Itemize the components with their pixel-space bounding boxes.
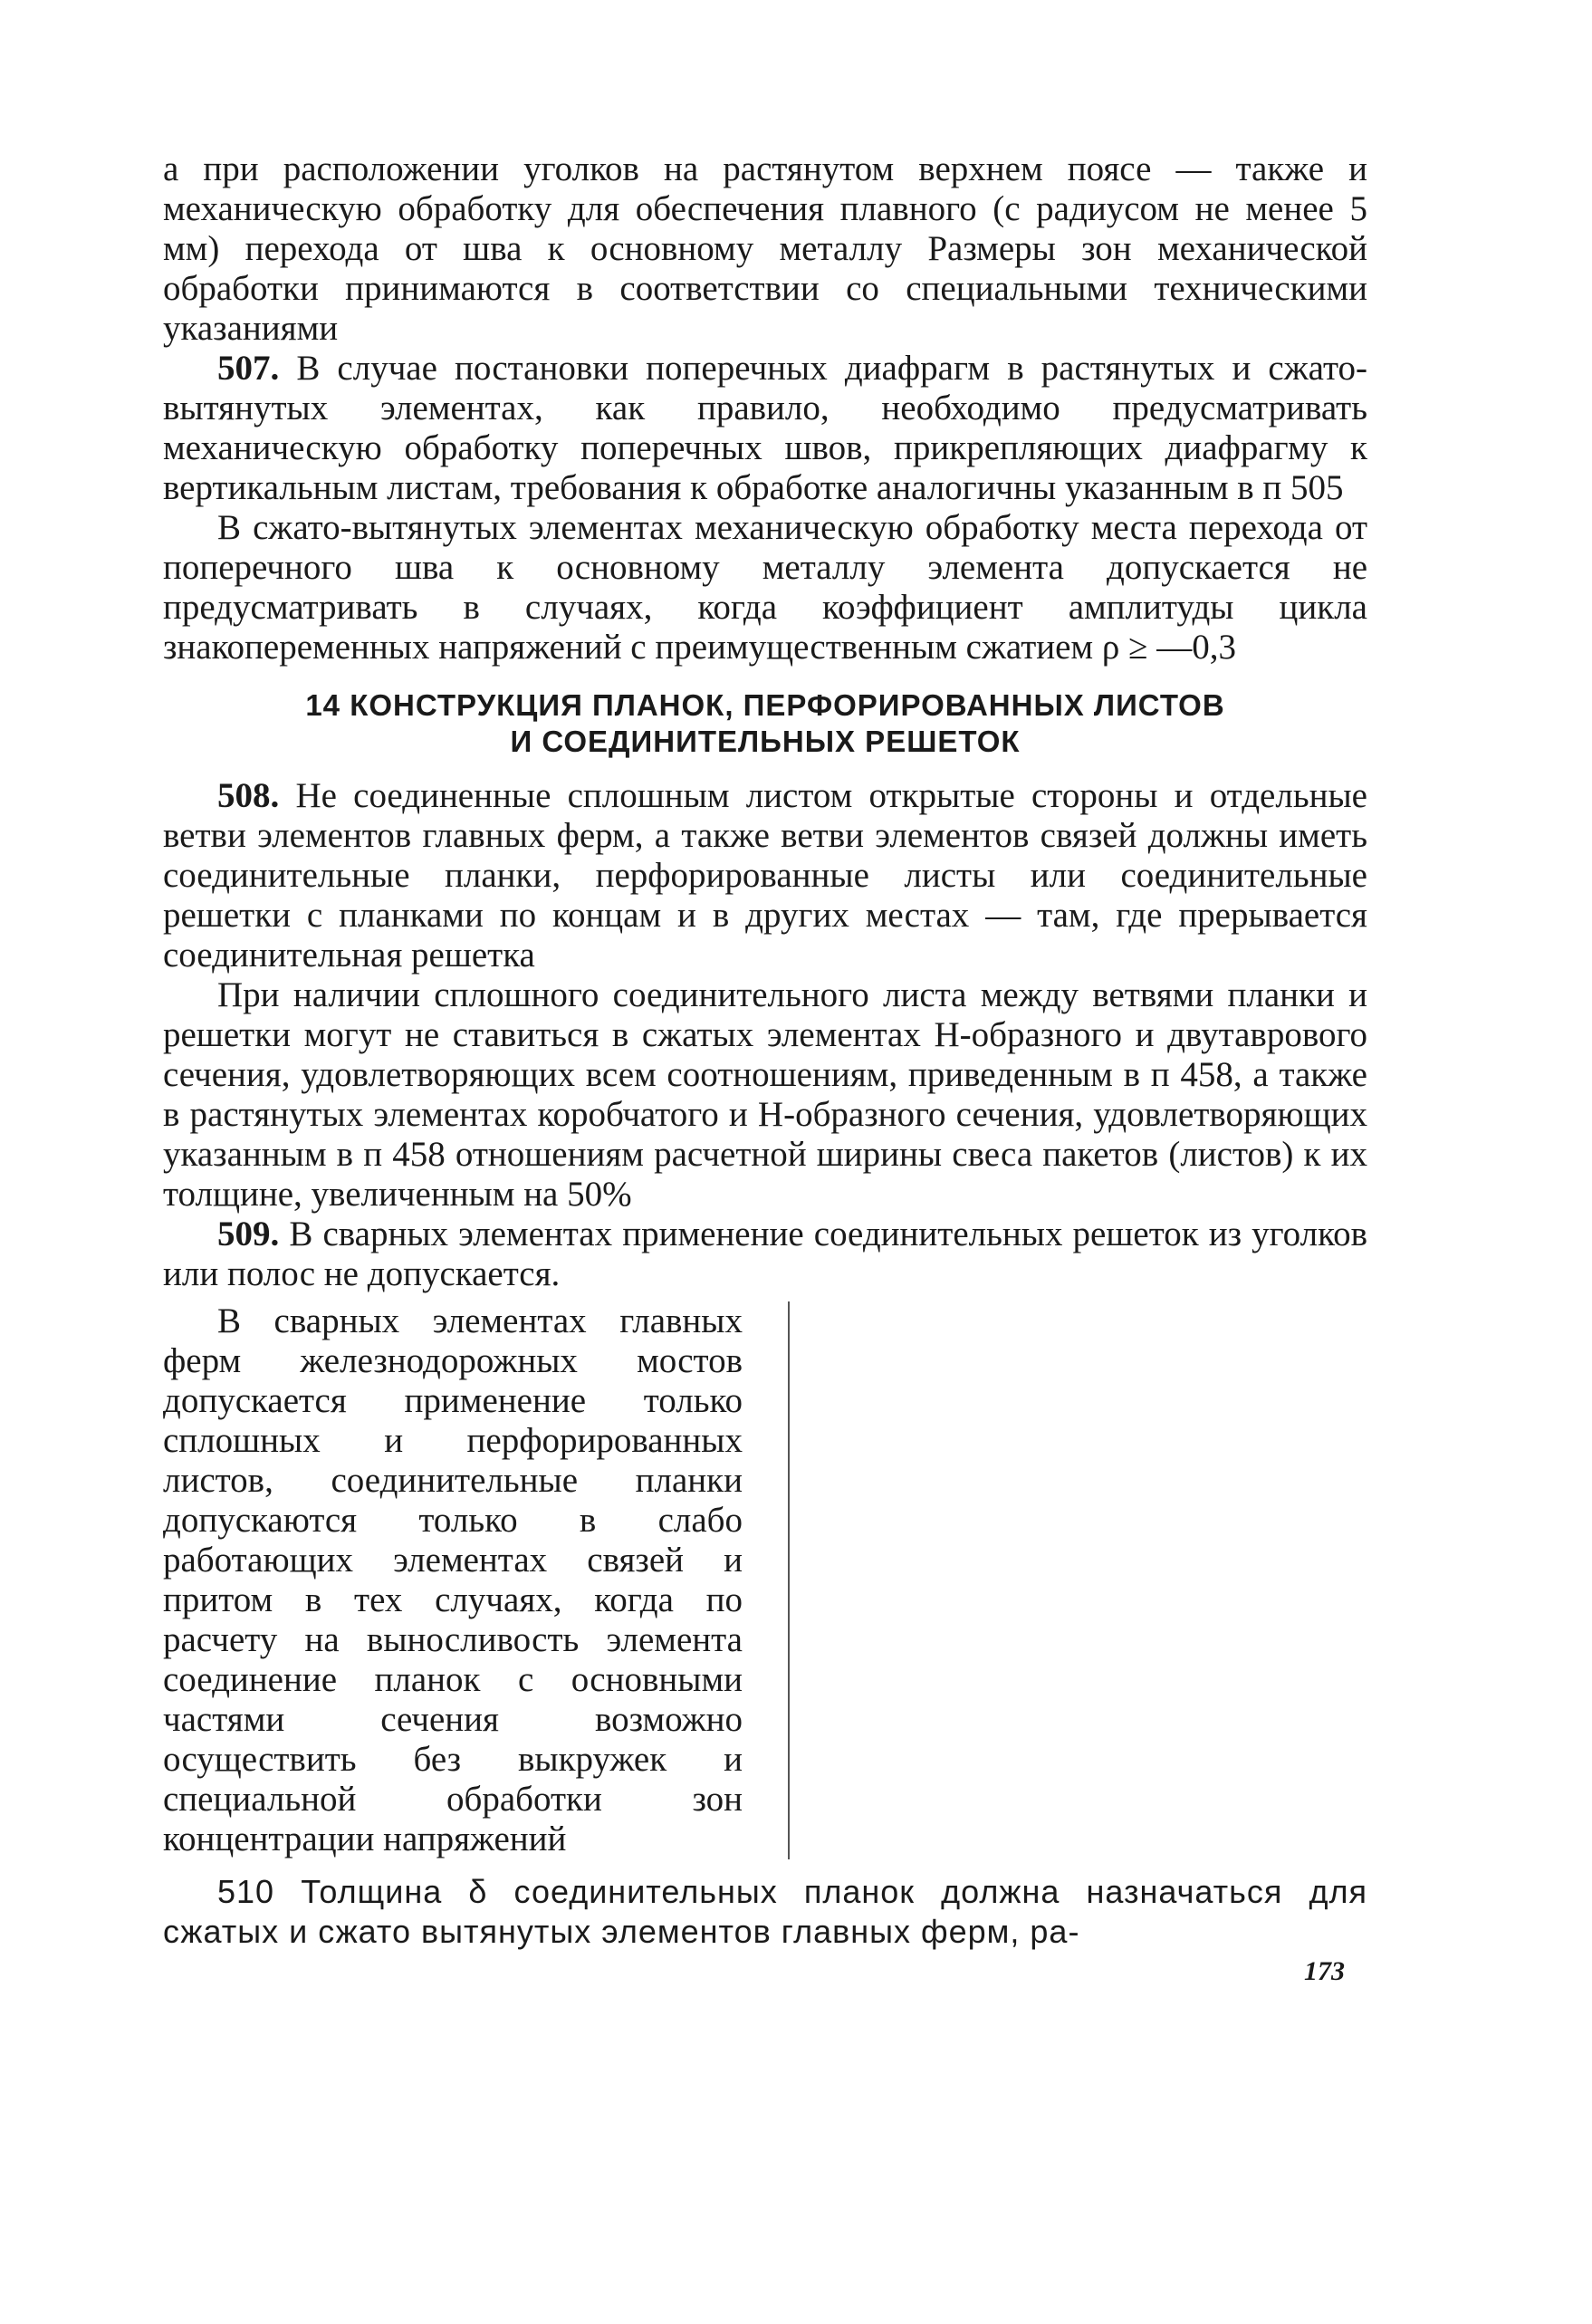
clause-number-508: 508. — [217, 776, 280, 815]
page-content — [163, 149, 1367, 1952]
paragraph-508 — [163, 776, 1367, 975]
paragraph-507-second: В сжато-вытянутых элементах механическую обработку места перехода от поперечного шва к основному металлу элемента допускается не предусматривать в случаях, когда коэффициент амплитуды цикла знакопеременных напряжений с преимущественным сжатием ρ ≥ —0,3 — [163, 508, 1367, 667]
page-number: 173 — [1304, 1956, 1345, 1986]
paragraph-509 — [163, 1215, 1367, 1294]
clause-text-508: Не соединенные сплошным листом открытые стороны и отдельные ветви элементов главных ферм, а также ветви элементов связей должны иметь соединительные планки, перфорированные листы или соединительные решетки с планками по концам и в других местах — там, где прерывается соединительная решетка — [163, 776, 1367, 975]
section-title — [163, 687, 1367, 760]
figure-side-text — [163, 1301, 743, 1859]
paragraph-510: 510 Толщина δ соединительных планок должна назначаться для сжатых и сжато вытянутых элементов главных ферм, ра- — [163, 1873, 1367, 1950]
clause-text-507: В случае постановки поперечных диафрагм в растянутых и сжато-вытянутых элементах, как правило, необходимо предусматривать механическую обработку поперечных швов, прикрепляющих диафрагму к вертикальным листам, требования к обработке аналогичны указанным в п 505 — [163, 349, 1367, 507]
section-title-line2: И СОЕДИНИТЕЛЬНЫХ РЕШЕТОК — [510, 725, 1021, 758]
clause-text-509: В сварных элементах применение соединительных решеток из уголков или полос не допускается. — [163, 1215, 1367, 1293]
clause-number-509: 509. — [217, 1215, 280, 1253]
clause-number-507: 507. — [217, 349, 280, 388]
section-title-line1: 14 КОНСТРУКЦИЯ ПЛАНОК, ПЕРФОРИРОВАННЫХ ЛИСТОВ — [305, 688, 1225, 722]
paragraph-509-second: В сварных элементах главных ферм железнодорожных мостов допускается применение только сплошных и перфорированных листов, соединительные планки допускаются только в слабо работающих элементах связей и притом в тех случаях, когда по расчету на выносливость элемента соединение планок с основными частями сечения возможно осуществить без выкружек и специальной обработки зон концентрации напряжений — [163, 1301, 743, 1858]
paragraph-510-block — [163, 1872, 1367, 1952]
figure-wrap-block — [163, 1301, 1367, 1859]
paragraph-507 — [163, 349, 1367, 508]
paragraph-508-second: При наличии сплошного соединительного листа между ветвями планки и решетки могут не ставиться в сжатых элементах Н-образного и двутаврового сечения, удовлетворяющих всем соотношениям, приведенным в п 458, а также в растянутых элементах коробчатого и Н-образного сечения, удовлетворяющих указанным в п 458 отношениям расчетной ширины свеса пакетов (листов) к их толщине, увеличенным на 50% — [163, 975, 1367, 1214]
paragraph-continuation: а при расположении уголков на растянутом верхнем поясе — также и механическую обработку для обеспечения плавного (с радиусом не менее 5 мм) перехода от шва к основному металлу Размеры зон механической обработки принимаются в соответствии со специальными техническими указаниями — [163, 149, 1367, 348]
figure-edge-line — [752, 1301, 790, 1859]
